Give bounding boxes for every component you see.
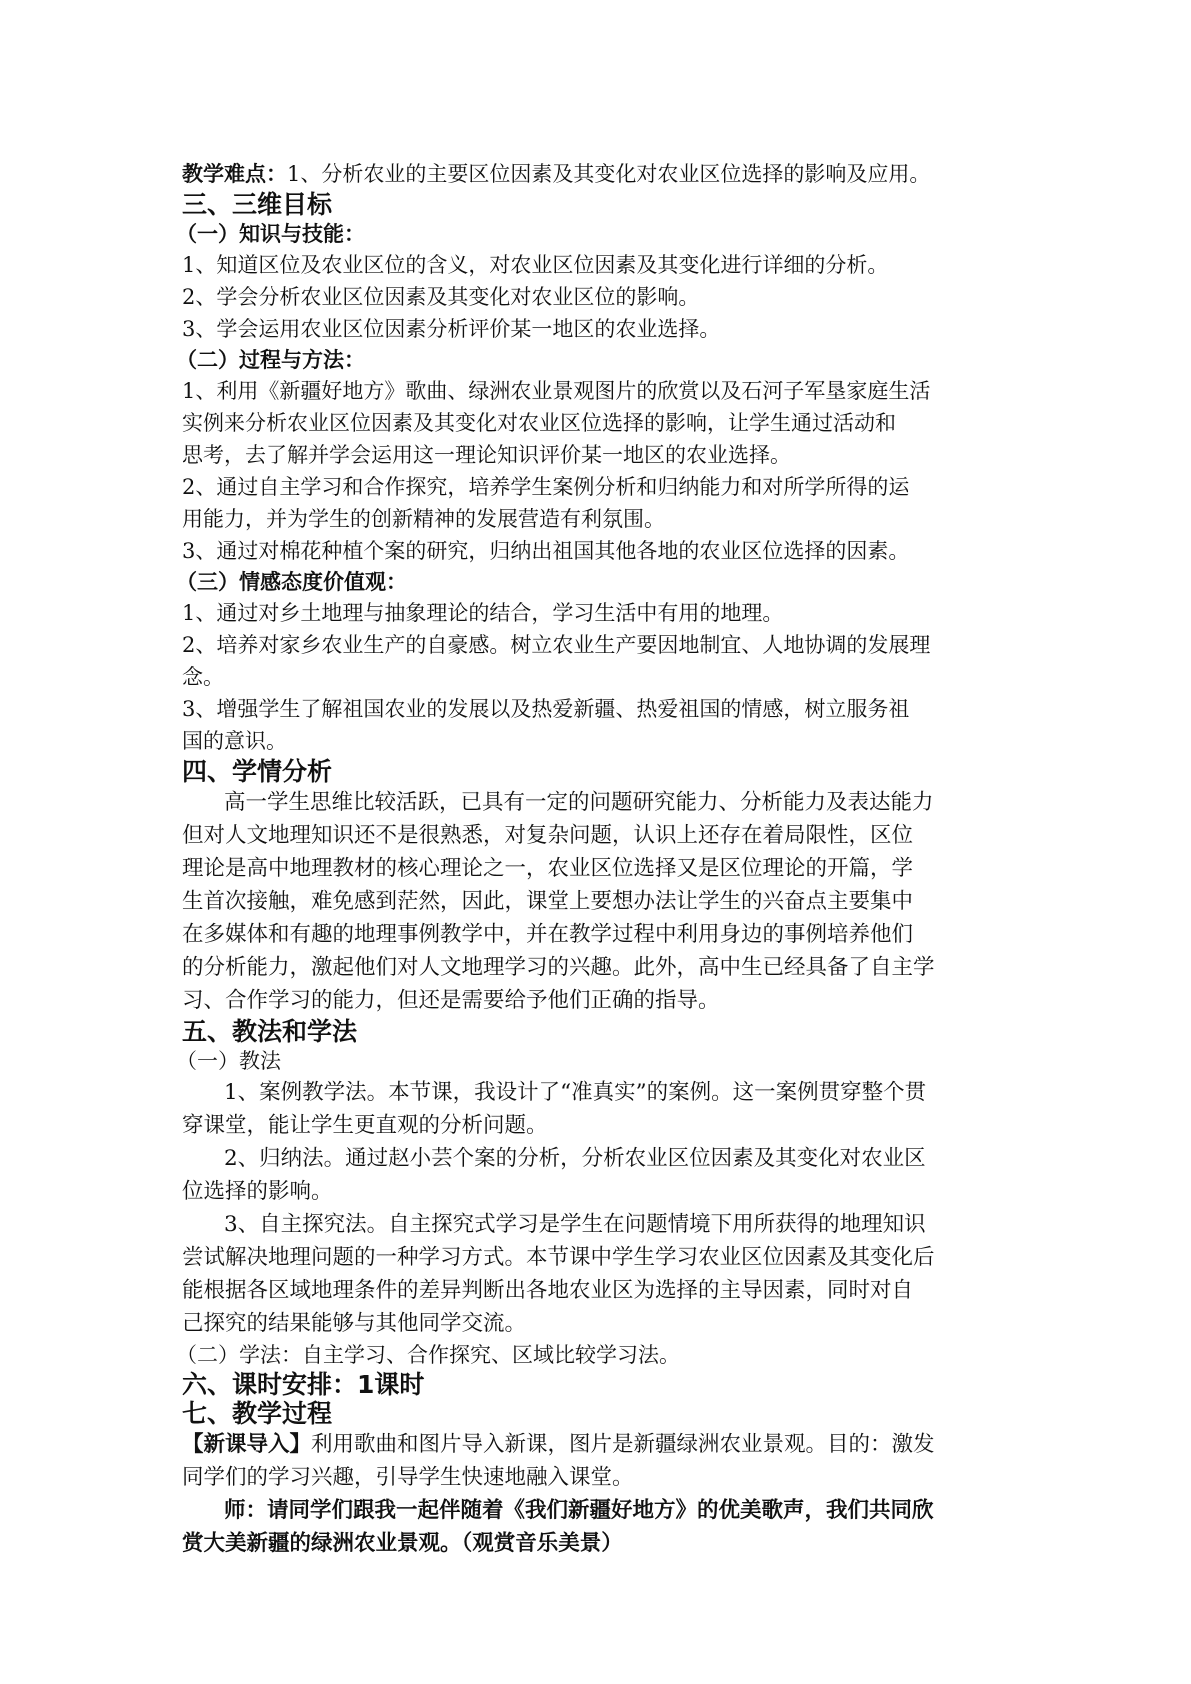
student-analysis-line: 在多媒体和有趣的地理事例教学中，并在教学过程中利用身边的事例培养他们	[182, 922, 914, 947]
student-analysis-line: 习、合作学习的能力，但还是需要给予他们正确的指导。	[182, 988, 720, 1013]
student-analysis-line: 但对人文地理知识还不是很熟悉，对复杂问题，认识上还存在着局限性，区位	[182, 823, 914, 848]
section-3-sub2-heading: （二）过程与方法：	[176, 347, 365, 372]
section-7-title: 七、教学过程	[182, 1399, 333, 1428]
knowledge-item-3: 3、学会运用农业区位因素分析评价某一地区的农业选择。	[182, 317, 721, 341]
difficulty-text: 1、分析农业的主要区位因素及其变化对农业区位选择的影响及应用。	[287, 162, 931, 186]
section-6-title: 六、课时安排：1课时	[182, 1370, 425, 1399]
difficulty-label: 教学难点：	[182, 161, 287, 186]
student-analysis-line: 的分析能力，激起他们对人文地理学习的兴趣。此外，高中生已经具备了自主学	[182, 955, 935, 980]
process-line: 2、通过自主学习和合作探究，培养学生案例分析和归纳能力和对所学所得的运	[182, 475, 910, 499]
intro-label: 【新课导入】	[182, 1432, 312, 1457]
attitude-line: 国的意识。	[182, 729, 287, 753]
document-page	[176, 158, 1012, 1560]
section-3-title: 三、三维目标	[182, 190, 333, 219]
method-line: 己探究的结果能够与其他同学交流。	[182, 1311, 527, 1336]
process-line: 实例来分析农业区位因素及其变化对农业区位选择的影响，让学生通过活动和	[182, 411, 896, 435]
method-line: 穿课堂，能让学生更直观的分析问题。	[182, 1113, 548, 1138]
method-line: 位选择的影响。	[182, 1179, 333, 1204]
process-line: 思考，去了解并学会运用这一理论知识评价某一地区的农业选择。	[182, 443, 791, 467]
section-3-sub1-heading: （一）知识与技能：	[176, 221, 365, 246]
attitude-line: 1、通过对乡土地理与抽象理论的结合，学习生活中有用的地理。	[182, 601, 784, 625]
method-line: 尝试解决地理问题的一种学习方式。本节课中学生学习农业区位因素及其变化后	[182, 1245, 935, 1270]
teaching-method-heading: （一）教法	[176, 1049, 281, 1073]
teaching-difficulty	[182, 158, 1012, 190]
knowledge-item-2: 2、学会分析农业区位因素及其变化对农业区位的影响。	[182, 285, 700, 309]
process-line: 用能力，并为学生的创新精神的发展营造有利氛围。	[182, 507, 665, 531]
student-analysis-line: 高一学生思维比较活跃，已具有一定的问题研究能力、分析能力及表达能力	[224, 790, 934, 815]
section-5-title: 五、教法和学法	[182, 1017, 358, 1046]
section-4-title: 四、学情分析	[182, 757, 333, 786]
knowledge-item-1: 1、知道区位及农业区位的含义，对农业区位因素及其变化进行详细的分析。	[182, 253, 889, 277]
student-analysis-line: 理论是高中地理教材的核心理论之一，农业区位选择又是区位理论的开篇，学	[182, 856, 914, 881]
attitude-line: 念。	[182, 665, 224, 689]
teacher-line: 赏大美新疆的绿洲农业景观。（观赏音乐美景）	[182, 1531, 623, 1556]
intro-line: 同学们的学习兴趣，引导学生快速地融入课堂。	[182, 1465, 634, 1490]
teacher-line: 师：请同学们跟我一起伴随着《我们新疆好地方》的优美歌声，我们共同欣	[224, 1498, 934, 1523]
process-line: 1、利用《新疆好地方》歌曲、绿洲农业景观图片的欣赏以及石河子军垦家庭生活	[182, 379, 931, 403]
method-line: 3、自主探究法。自主探究式学习是学生在问题情境下用所获得的地理知识	[224, 1212, 926, 1237]
method-line: 能根据各区域地理条件的差异判断出各地农业区为选择的主导因素，同时对自	[182, 1278, 914, 1303]
student-analysis-line: 生首次接触，难免感到茫然，因此，课堂上要想办法让学生的兴奋点主要集中	[182, 889, 914, 914]
learning-method-line: （二）学法：自主学习、合作探究、区域比较学习法。	[176, 1343, 680, 1367]
intro-line	[182, 1428, 1012, 1461]
attitude-line: 2、培养对家乡农业生产的自豪感。树立农业生产要因地制宜、人地协调的发展理	[182, 633, 931, 657]
method-line: 2、归纳法。通过赵小芸个案的分析，分析农业区位因素及其变化对农业区	[224, 1146, 926, 1171]
section-3-sub3-heading: （三）情感态度价值观：	[176, 569, 407, 594]
intro-text: 利用歌曲和图片导入新课，图片是新疆绿洲农业景观。目的：激发	[311, 1432, 935, 1457]
method-line: 1、案例教学法。本节课，我设计了“准真实”的案例。这一案例贯穿整个贯	[224, 1080, 927, 1105]
process-line: 3、通过对棉花种植个案的研究，归纳出祖国其他各地的农业区位选择的因素。	[182, 539, 910, 563]
attitude-line: 3、增强学生了解祖国农业的发展以及热爱新疆、热爱祖国的情感，树立服务祖	[182, 697, 910, 721]
